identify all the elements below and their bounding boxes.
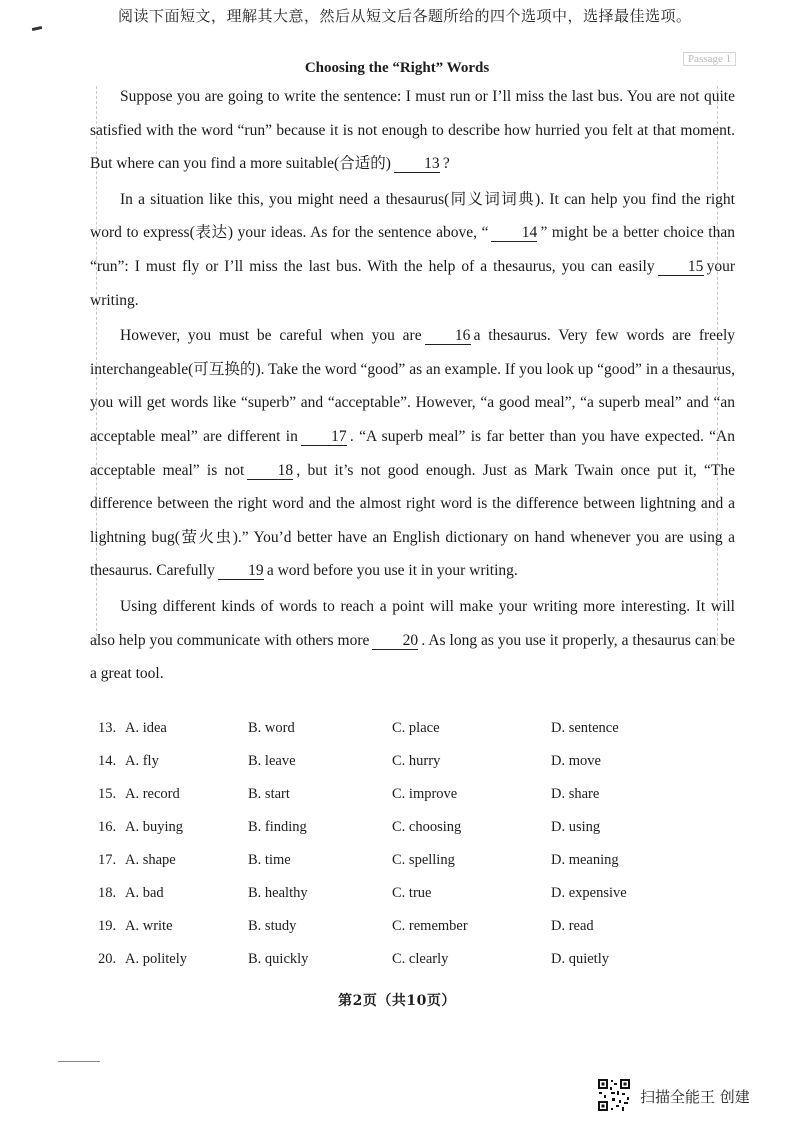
passage-body [90, 80, 735, 691]
question-number: 15. [98, 786, 117, 802]
option-c: C. spelling [392, 852, 455, 868]
option-a: A. write [125, 918, 173, 934]
option-d: D. meaning [551, 852, 619, 868]
option-a: A. bad [125, 885, 164, 901]
question-number: 19. [98, 918, 117, 934]
option-c: C. remember [392, 918, 468, 934]
option-d: D. using [551, 819, 601, 835]
question-number: 14. [98, 753, 117, 769]
option-b: B. time [248, 852, 291, 868]
question-number: 16. [98, 819, 117, 835]
question-row [98, 885, 738, 918]
paragraph-3: However, you must be careful when you are 16 a thesaurus. Very few words are freely interchangeable(可互换的). Take the word “good” as an example. If you look up “good” in a thesaurus, you will get words like “superb” and “acceptable”. However, “a good meal”, “a superb meal” and “an acceptable meal” are different in 17 . “A superb meal” is far better than you have expected. “An acceptable meal” is not 18 , but it’s not good enough. Just as Mark Twain once put it, “The difference between the right word and the almost right word is the difference between lightning and a lightning bug(萤火虫).” You’d better have an English dictionary on hand whenever you are using a thesaurus. Carefully 19 a word before you use it in your writing. [90, 327, 735, 580]
option-d: D. quietly [551, 951, 609, 967]
option-a: A. idea [125, 720, 167, 736]
scanner-brand-text: 扫描全能王 创建 [640, 1088, 750, 1106]
option-a: A. buying [125, 819, 183, 835]
option-b: B. word [248, 720, 295, 736]
instruction-text: 阅读下面短文，理解其大意，然后从短文后各题所给的四个选项中，选择最佳选项。 [118, 7, 692, 25]
option-a: A. record [125, 786, 180, 802]
question-number: 17. [98, 852, 117, 868]
question-row [98, 753, 738, 786]
option-d: D. move [551, 753, 601, 769]
option-c: C. true [392, 885, 432, 901]
blank-13: 13 [394, 155, 440, 173]
question-number: 13. [98, 720, 117, 736]
question-row [98, 951, 738, 984]
page-number: 第2页（共10页） [338, 993, 456, 1009]
paragraph-2: In a situation like this, you might need a thesaurus(同义词词典). It can help you find the right word to express(表达) your ideas. As for the sentence above, “ 14 ” might be a better choice than “run”: I must fly or I’ll miss the last bus. With the help of a thesaurus, you can easily 15 your writing. [90, 190, 735, 309]
blank-15: 15 [658, 258, 704, 276]
blank-16: 16 [425, 327, 471, 345]
option-a: A. shape [125, 852, 176, 868]
question-number: 20. [98, 951, 117, 967]
divider-mark [58, 1061, 100, 1062]
option-a: A. politely [125, 951, 188, 967]
option-b: B. study [248, 918, 297, 934]
blank-17: 17 [301, 428, 347, 446]
blank-18: 18 [247, 462, 293, 480]
option-b: B. leave [248, 753, 296, 769]
option-d: D. share [551, 786, 600, 802]
option-b: B. healthy [248, 885, 308, 901]
option-c: C. choosing [392, 819, 462, 835]
option-c: C. hurry [392, 753, 441, 769]
option-b: B. start [248, 786, 290, 802]
option-d: D. expensive [551, 885, 627, 901]
passage-title: Choosing the “Right” Words [304, 60, 490, 76]
passage-tag: Passage 1 [683, 52, 736, 66]
question-row [98, 819, 738, 852]
option-c: C. clearly [392, 951, 449, 967]
paragraph-4: Using different kinds of words to reach a point will make your writing more interesting. It will also help you communicate with others more 20 . As long as you use it properly, a thesaurus can be a great tool. [90, 597, 735, 683]
blank-20: 20 [372, 632, 418, 650]
question-row [98, 852, 738, 885]
scan-mark [32, 26, 42, 31]
paragraph-1: Suppose you are going to write the sentence: I must run or I’ll miss the last bus. You are not quite satisfied with the word “run” because it is not enough to describe how hurried you felt at that moment. But where can you find a more suitable(合适的) 13 ? [90, 88, 735, 173]
option-b: B. finding [248, 819, 307, 835]
question-row [98, 918, 738, 951]
qr-code-icon [597, 1078, 631, 1112]
option-c: C. improve [392, 786, 458, 802]
question-row [98, 720, 738, 753]
answer-options [98, 720, 738, 984]
blank-14: 14 [491, 224, 537, 242]
blank-19: 19 [218, 562, 264, 580]
option-d: D. read [551, 918, 594, 934]
option-c: C. place [392, 720, 440, 736]
option-b: B. quickly [248, 951, 309, 967]
option-d: D. sentence [551, 720, 619, 736]
option-a: A. fly [125, 753, 159, 769]
question-number: 18. [98, 885, 117, 901]
question-row [98, 786, 738, 819]
